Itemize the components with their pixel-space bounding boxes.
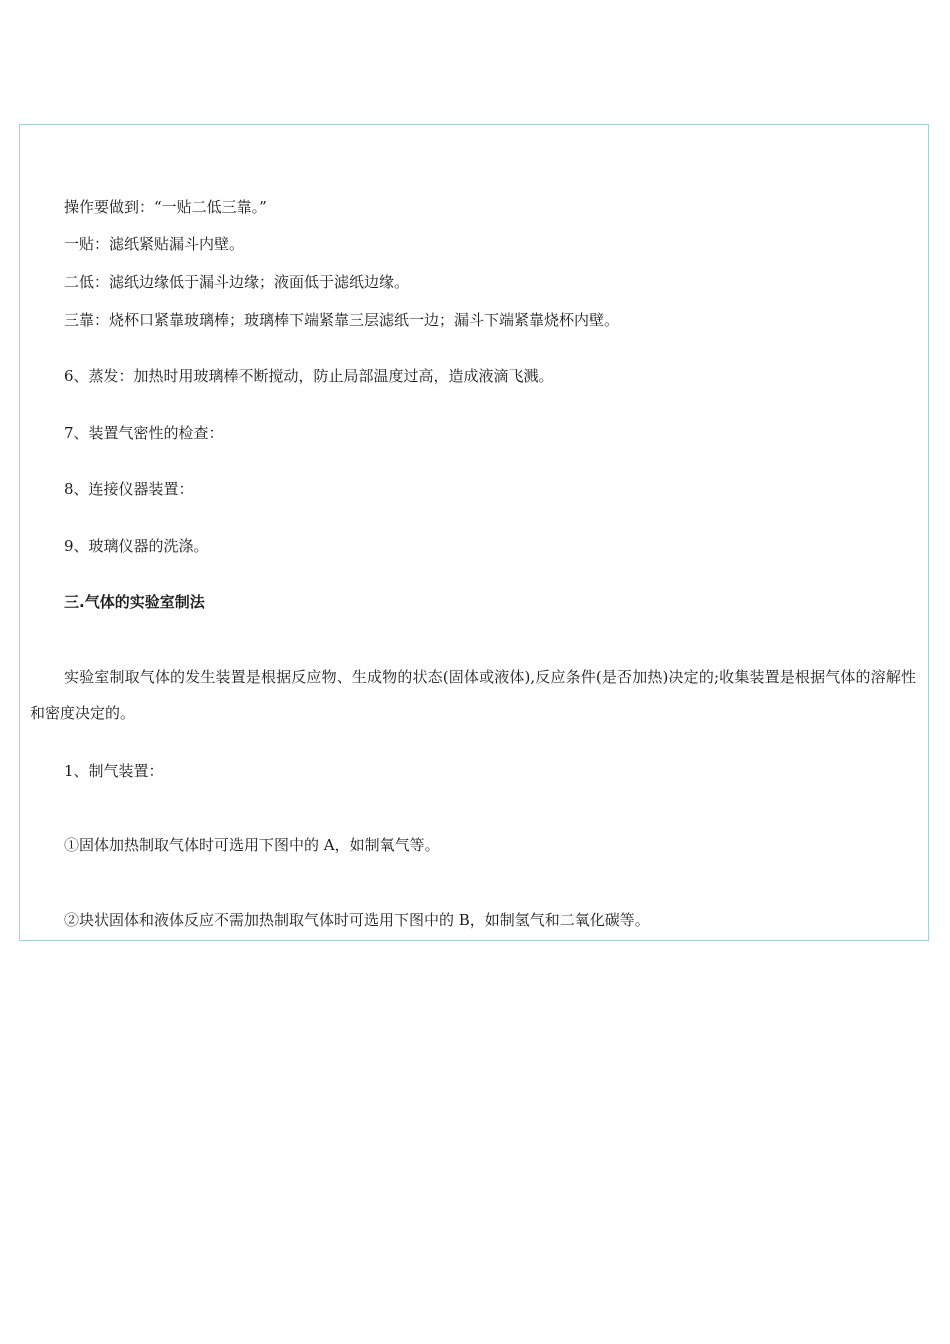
content-box xyxy=(19,124,929,941)
text-line-evaporation: 6、蒸发：加热时用玻璃棒不断搅动，防止局部温度过高，造成液滴飞溅。 xyxy=(64,367,554,385)
text-line-three-lean: 三靠：烧杯口紧靠玻璃棒；玻璃棒下端紧靠三层滤纸一边；漏斗下端紧靠烧杯内壁。 xyxy=(64,311,620,329)
text-line-airtightness: 7、装置气密性的检查： xyxy=(64,424,224,442)
text-line-connect-apparatus: 8、连接仪器装置： xyxy=(64,480,194,498)
text-line-wash-glassware: 9、玻璃仪器的洗涤。 xyxy=(64,537,209,555)
intro-paragraph: 实验室制取气体的发生装置是根据反应物、生成物的状态(固体或液体),反应条件(是否加热)决定的;收集装置是根据气体的溶解性和密度决定的。 xyxy=(30,668,916,722)
text-line-one-stick: 一贴：滤纸紧贴漏斗内壁。 xyxy=(64,235,245,253)
text-line-two-low: 二低：滤纸边缘低于漏斗边缘；液面低于滤纸边缘。 xyxy=(64,273,410,291)
item-b-solid-liquid: ②块状固体和液体反应不需加热制取气体时可选用下图中的 B，如制氢气和二氧化碳等。 xyxy=(64,911,650,929)
section-heading: 三.气体的实验室制法 xyxy=(64,593,205,611)
text-line-operation-rule: 操作要做到：“一贴二低三靠。” xyxy=(64,198,267,216)
item-a-solid-heating: ①固体加热制取气体时可选用下图中的 A，如制氧气等。 xyxy=(64,836,440,854)
subheading-gas-apparatus: 1、制气装置： xyxy=(64,762,164,780)
